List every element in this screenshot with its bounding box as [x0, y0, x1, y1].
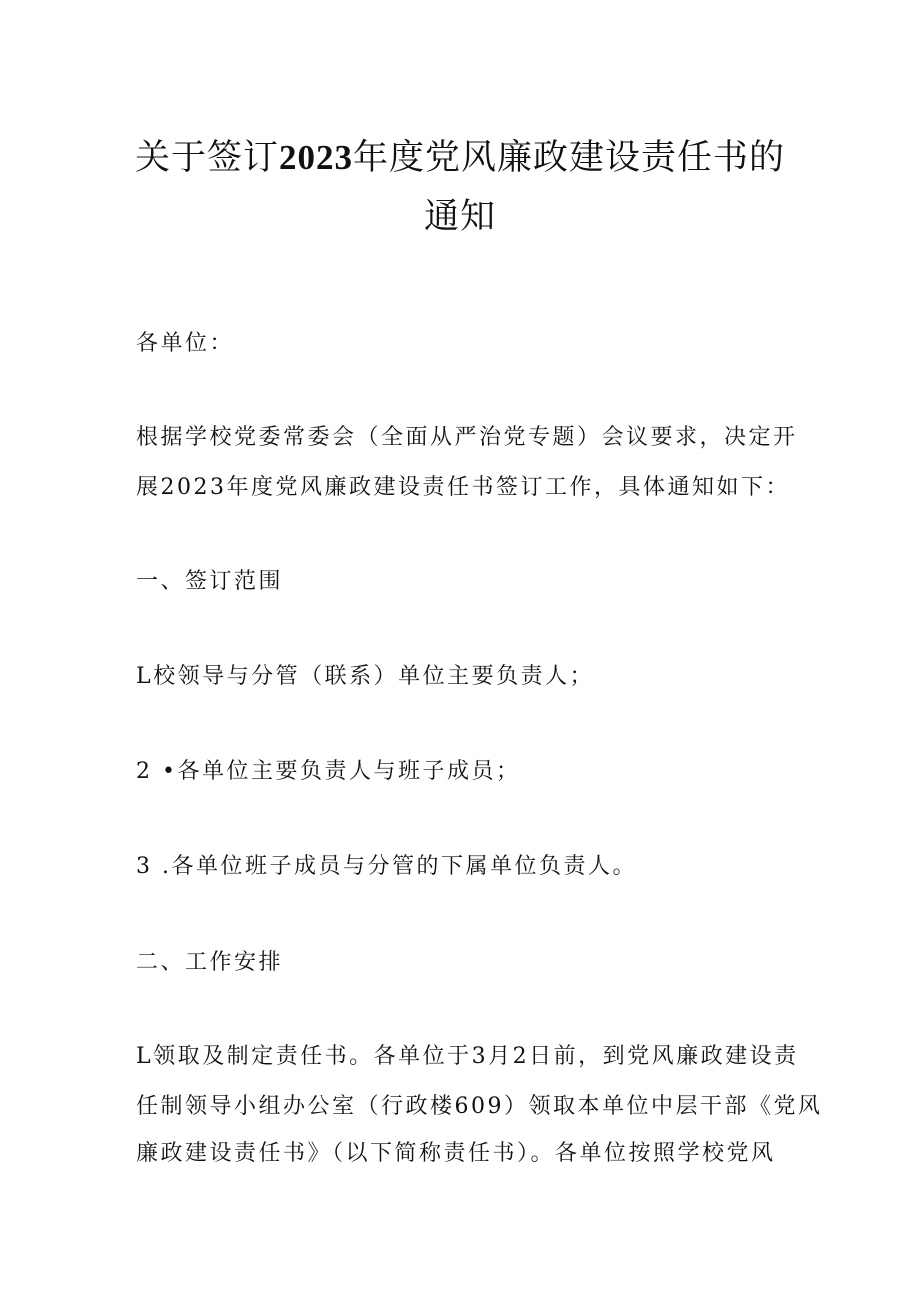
intro-line-1: 根据学校党委常委会（全面从严治党专题）会议要求，决定开 [136, 425, 798, 450]
section2-heading: 二、工作安排 [136, 950, 284, 975]
section1-item-1: L校领导与分管（联系）单位主要负责人； [136, 664, 595, 689]
section1-heading: 一、签订范围 [136, 569, 284, 594]
title-year: 2023 [279, 138, 353, 177]
document-title-line2: 通知 [423, 197, 496, 237]
section2-line-1: L领取及制定责任书。各单位于3月2日前，到党风廉政建设责 [136, 1044, 799, 1069]
intro-line-2: 展2023年度党风廉政建设责任书签订工作，具体通知如下： [136, 475, 790, 500]
title-suffix: 年度党风廉政建设责任书的 [353, 138, 786, 178]
section1-item-3: 3 .各单位班子成员与分管的下属单位负责人。 [136, 854, 637, 879]
document-title-line1 [0, 140, 920, 176]
section1-item-2: 2 •各单位主要负责人与班子成员； [136, 759, 521, 784]
salutation: 各单位： [136, 331, 235, 356]
title-prefix: 关于签订 [134, 138, 279, 178]
section2-line-3: 廉政建设责任书》（以下简称责任书）。各单位按照学校党风 [136, 1141, 776, 1166]
section2-line-2: 任制领导小组办公室（行政楼609）领取本单位中层干部《党风 [136, 1094, 823, 1119]
